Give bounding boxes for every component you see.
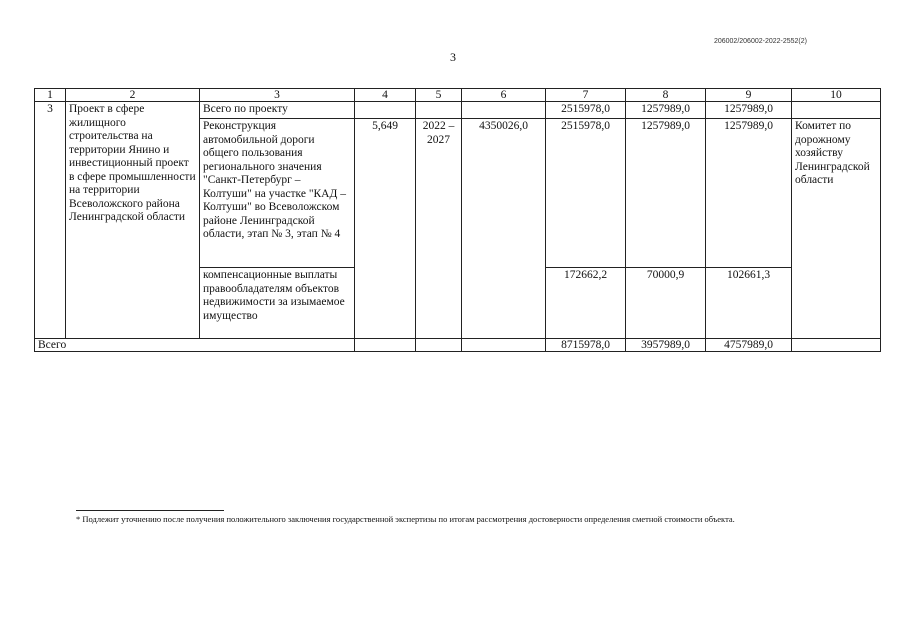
empty-cell xyxy=(792,102,881,119)
empty-cell xyxy=(792,339,881,352)
total-col8: 1257989,0 xyxy=(626,102,706,119)
object-name: Реконструкция автомобильной дороги общего пользования регионального значения "Санкт-Петербург – Колтуши" на участке "КАД – Колтуши" во Всеволожском районе Ленинградской области, этап № 3, этап № 4 xyxy=(200,119,355,268)
total-col7: 2515978,0 xyxy=(546,102,626,119)
empty-cell xyxy=(416,339,462,352)
footnote: * Подлежит уточнению после получения положительного заключения государственной экспертизы по итогам рассмотрения достоверности определения сметной стоимости объекта. xyxy=(76,514,735,524)
grand-total-col7: 8715978,0 xyxy=(546,339,626,352)
compensation-name: компенсационные выплаты правообладателям объектов недвижимости за изымаемое имущество xyxy=(200,268,355,339)
row-number: 3 xyxy=(35,102,66,339)
empty-cell xyxy=(462,339,546,352)
grand-total-col9: 4757989,0 xyxy=(706,339,792,352)
grand-total-label: Всего xyxy=(35,339,355,352)
empty-cell xyxy=(462,102,546,119)
empty-cell xyxy=(355,339,416,352)
page-number: 3 xyxy=(450,50,456,64)
column-number-row xyxy=(35,89,881,102)
total-col9: 1257989,0 xyxy=(706,102,792,119)
column-number: 5 xyxy=(416,89,462,102)
column-number: 8 xyxy=(626,89,706,102)
object-col7: 2515978,0 xyxy=(546,119,626,268)
object-cost: 4350026,0 xyxy=(462,119,546,339)
empty-cell xyxy=(416,102,462,119)
empty-cell xyxy=(355,102,416,119)
responsible-body: Комитет по дорожному хозяйству Ленинградской области xyxy=(792,119,881,339)
column-number: 1 xyxy=(35,89,66,102)
object-years: 2022 – 2027 xyxy=(416,119,462,339)
column-number: 9 xyxy=(706,89,792,102)
column-number: 2 xyxy=(66,89,200,102)
grand-total-col8: 3957989,0 xyxy=(626,339,706,352)
document-id: 206002/206002-2022-2552(2) xyxy=(713,38,807,45)
column-number: 3 xyxy=(200,89,355,102)
project-name: Проект в сфере жилищного строительства на территории Янино и инвестиционный проект в сфере промышленности на территории Всеволожского района Ленинградской области xyxy=(66,102,200,339)
footnote-divider xyxy=(76,510,224,511)
column-number: 10 xyxy=(792,89,881,102)
column-number: 4 xyxy=(355,89,416,102)
object-length: 5,649 xyxy=(355,119,416,339)
total-label: Всего по проекту xyxy=(200,102,355,119)
object-col8: 1257989,0 xyxy=(626,119,706,268)
column-number: 6 xyxy=(462,89,546,102)
grand-total-row xyxy=(35,339,881,352)
projects-table xyxy=(34,88,881,352)
compensation-col8: 70000,9 xyxy=(626,268,706,339)
column-number: 7 xyxy=(546,89,626,102)
object-col9: 1257989,0 xyxy=(706,119,792,268)
compensation-col7: 172662,2 xyxy=(546,268,626,339)
table-row xyxy=(35,102,881,119)
compensation-col9: 102661,3 xyxy=(706,268,792,339)
